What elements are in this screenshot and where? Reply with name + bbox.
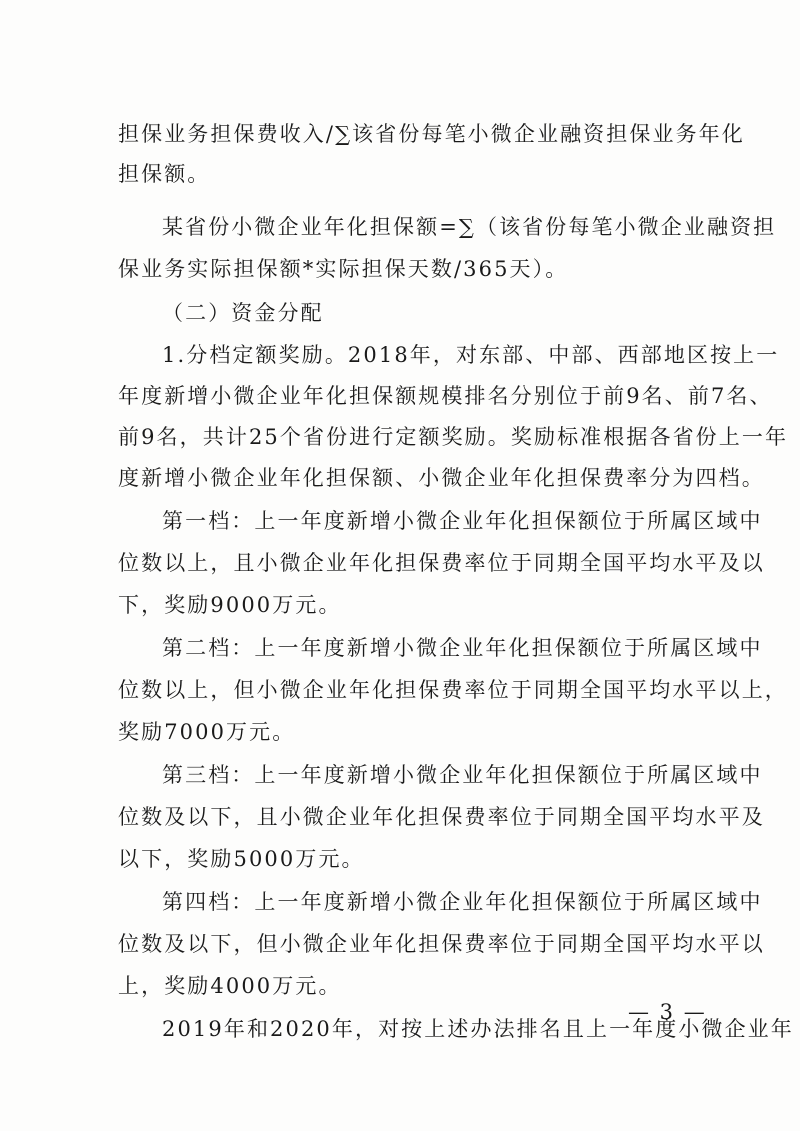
page-number: — 3 — [628,1000,707,1024]
text-line: 奖励7000万元。 [118,720,296,744]
text-line: 2019年和2020年，对按上述办法排名且上一年度小微企业年 [162,1017,794,1041]
text-line: 保业务实际担保额*实际担保天数/365天）。 [118,257,569,281]
text-line: 前9名，共计25个省份进行定额奖励。奖励标准根据各省份上一年 [118,425,789,449]
text-line: 第四档：上一年度新增小微企业年化担保额位于所属区域中 [162,890,763,914]
text-line: 担保业务担保费收入/∑该省份每笔小微企业融资担保业务年化 [118,122,745,146]
text-line: 以下，奖励5000万元。 [118,847,365,871]
text-line: 第一档：上一年度新增小微企业年化担保额位于所属区域中 [162,509,763,533]
text-line: 位数及以下，但小微企业年化担保费率位于同期全国平均水平以 [118,932,765,956]
text-line: 担保额。 [118,162,211,186]
text-line: 位数以上，但小微企业年化担保费率位于同期全国平均水平以上， [118,678,788,702]
text-line: 1.分档定额奖励。2018年，对东部、中部、西部地区按上一 [162,343,780,367]
text-line: 年度新增小微企业年化担保额规模排名分别位于前9名、前7名、 [118,384,773,408]
section-heading: （二）资金分配 [162,301,324,325]
text-line: 上，奖励4000万元。 [118,974,342,998]
text-line: 位数及以下，且小微企业年化担保费率位于同期全国平均水平及 [118,805,765,829]
text-line: 度新增小微企业年化担保额、小微企业年化担保费率分为四档。 [118,466,765,490]
body-text [118,120,794,1043]
text-line: 某省份小微企业年化担保额=∑（该省份每笔小微企业融资担 [162,215,777,239]
text-line: 位数以上，且小微企业年化担保费率位于同期全国平均水平及以 [118,551,765,575]
text-line: 第二档：上一年度新增小微企业年化担保额位于所属区域中 [162,636,763,660]
text-line: 第三档：上一年度新增小微企业年化担保额位于所属区域中 [162,763,763,787]
text-line: 下，奖励9000万元。 [118,593,342,617]
